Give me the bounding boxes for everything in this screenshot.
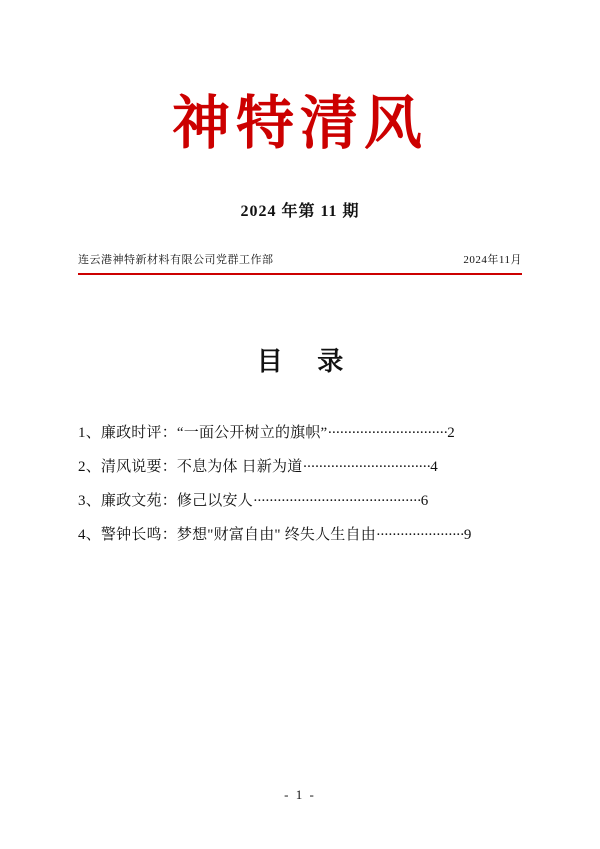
publisher-row xyxy=(78,251,522,267)
issue-number: 2024 年第 11 期 xyxy=(240,202,360,220)
toc-page-number: 4 xyxy=(430,458,438,475)
list-item[interactable] xyxy=(78,484,522,518)
toc-page-number: 2 xyxy=(447,424,455,441)
toc-entry-label: 1、廉政时评：“一面公开树立的旗帜” xyxy=(78,424,328,441)
toc-leader-dots: ······················ xyxy=(375,527,464,544)
list-item[interactable] xyxy=(78,416,522,450)
toc-leader-dots: ······························ xyxy=(327,424,448,441)
table-of-contents xyxy=(78,416,522,553)
list-item[interactable] xyxy=(78,450,522,484)
toc-leader-dots: ·········································· xyxy=(252,493,421,510)
toc-leader-dots: ································ xyxy=(302,458,431,475)
list-item[interactable] xyxy=(78,518,522,552)
toc-entry-label: 2、清风说要：不息为体 日新为道 xyxy=(78,458,303,475)
toc-entry-label: 3、廉政文苑：修己以安人 xyxy=(78,493,253,510)
toc-heading: 目 录 xyxy=(256,346,358,376)
page-number: - 1 - xyxy=(284,787,316,802)
toc-entry-label: 4、警钟长鸣：梦想"财富自由" 终失人生自由 xyxy=(78,527,376,544)
toc-page-number: 9 xyxy=(463,527,472,544)
publication-date: 2024年11月 xyxy=(463,253,522,266)
toc-page-number: 6 xyxy=(420,493,429,510)
header-divider xyxy=(78,273,522,275)
masthead-title: 神特清风 xyxy=(171,89,428,157)
publisher-name: 连云港神特新材料有限公司党群工作部 xyxy=(78,253,274,266)
